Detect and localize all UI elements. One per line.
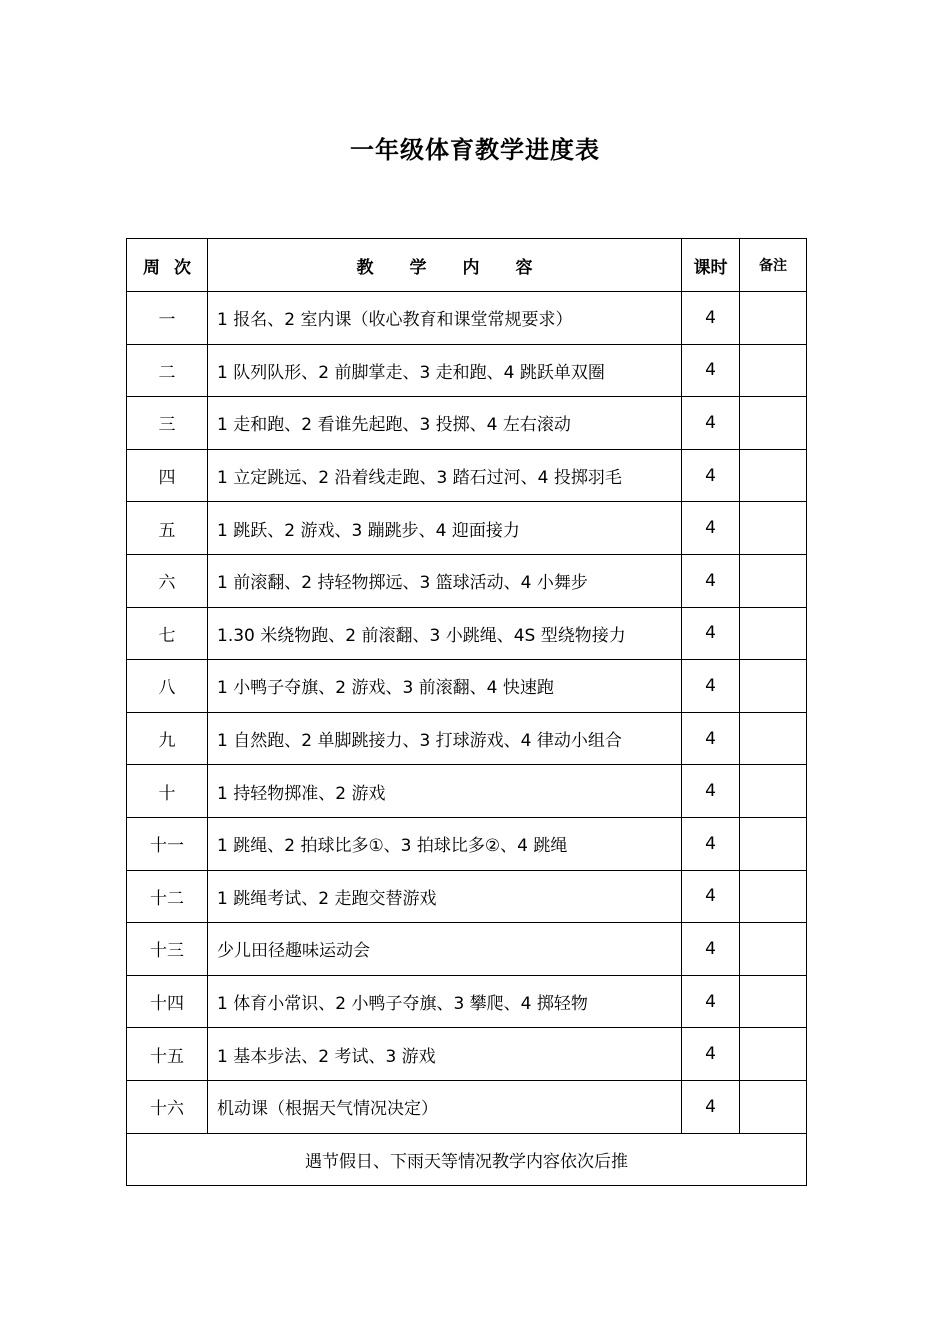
- content-cell: 1 跳绳、2 拍球比多①、3 拍球比多②、4 跳绳: [208, 817, 682, 870]
- content-cell: 1 前滚翻、2 持轻物掷远、3 篮球活动、4 小舞步: [208, 554, 682, 607]
- table-row: [127, 765, 807, 818]
- notes-cell: [740, 607, 807, 660]
- notes-cell: [740, 923, 807, 976]
- content-cell: 1 跳绳考试、2 走跑交替游戏: [208, 870, 682, 923]
- notes-cell: [740, 554, 807, 607]
- hours-cell: 4: [682, 660, 740, 713]
- hours-cell: 4: [682, 712, 740, 765]
- content-cell: 机动课（根据天气情况决定）: [208, 1080, 682, 1133]
- notes-cell: [740, 712, 807, 765]
- table-row: [127, 817, 807, 870]
- notes-cell: [740, 870, 807, 923]
- hours-cell: 4: [682, 344, 740, 397]
- content-cell: 1 立定跳远、2 沿着线走跑、3 踏石过河、4 投掷羽毛: [208, 449, 682, 502]
- content-cell: 少儿田径趣味运动会: [208, 923, 682, 976]
- table-body: [127, 239, 807, 1186]
- hours-cell: 4: [682, 1080, 740, 1133]
- table-row: [127, 870, 807, 923]
- week-cell: 一: [127, 292, 208, 345]
- notes-cell: [740, 449, 807, 502]
- header-week: 周次: [127, 239, 208, 292]
- notes-cell: [740, 975, 807, 1028]
- table-row: [127, 344, 807, 397]
- week-cell: 十五: [127, 1028, 208, 1081]
- table-row: [127, 449, 807, 502]
- week-cell: 九: [127, 712, 208, 765]
- week-cell: 八: [127, 660, 208, 713]
- table-row: [127, 397, 807, 450]
- table-row: [127, 1080, 807, 1133]
- table-row: [127, 292, 807, 345]
- hours-cell: 4: [682, 292, 740, 345]
- week-cell: 四: [127, 449, 208, 502]
- week-cell: 三: [127, 397, 208, 450]
- week-cell: 十四: [127, 975, 208, 1028]
- content-cell: 1 自然跑、2 单脚跳接力、3 打球游戏、4 律动小组合: [208, 712, 682, 765]
- table-row: [127, 712, 807, 765]
- week-cell: 五: [127, 502, 208, 555]
- hours-cell: 4: [682, 1028, 740, 1081]
- notes-cell: [740, 502, 807, 555]
- content-cell: 1 体育小常识、2 小鸭子夺旗、3 攀爬、4 掷轻物: [208, 975, 682, 1028]
- hours-cell: 4: [682, 397, 740, 450]
- hours-cell: 4: [682, 554, 740, 607]
- header-notes: 备注: [740, 239, 807, 292]
- notes-cell: [740, 292, 807, 345]
- schedule-table: [126, 238, 807, 1186]
- content-cell: 1 跳跃、2 游戏、3 蹦跳步、4 迎面接力: [208, 502, 682, 555]
- table-row: [127, 660, 807, 713]
- notes-cell: [740, 1028, 807, 1081]
- week-cell: 十三: [127, 923, 208, 976]
- table-row: [127, 975, 807, 1028]
- hours-cell: 4: [682, 870, 740, 923]
- notes-cell: [740, 397, 807, 450]
- week-cell: 十六: [127, 1080, 208, 1133]
- week-cell: 十: [127, 765, 208, 818]
- week-cell: 七: [127, 607, 208, 660]
- notes-cell: [740, 765, 807, 818]
- content-cell: 1.30 米绕物跑、2 前滚翻、3 小跳绳、4S 型绕物接力: [208, 607, 682, 660]
- week-cell: 十一: [127, 817, 208, 870]
- table-row: [127, 502, 807, 555]
- footnote-row: [127, 1133, 807, 1186]
- hours-cell: 4: [682, 607, 740, 660]
- table-row: [127, 1028, 807, 1081]
- hours-cell: 4: [682, 765, 740, 818]
- content-cell: 1 队列队形、2 前脚掌走、3 走和跑、4 跳跃单双圈: [208, 344, 682, 397]
- hours-cell: 4: [682, 817, 740, 870]
- hours-cell: 4: [682, 502, 740, 555]
- notes-cell: [740, 817, 807, 870]
- table-row: [127, 607, 807, 660]
- content-cell: 1 走和跑、2 看谁先起跑、3 投掷、4 左右滚动: [208, 397, 682, 450]
- week-cell: 十二: [127, 870, 208, 923]
- header-hours: 课时: [682, 239, 740, 292]
- content-cell: 1 基本步法、2 考试、3 游戏: [208, 1028, 682, 1081]
- hours-cell: 4: [682, 923, 740, 976]
- page-title: 一年级体育教学进度表: [350, 135, 600, 164]
- table-row: [127, 923, 807, 976]
- table-row: [127, 554, 807, 607]
- notes-cell: [740, 1080, 807, 1133]
- header-row: [127, 239, 807, 292]
- content-cell: 1 报名、2 室内课（收心教育和课堂常规要求）: [208, 292, 682, 345]
- footnote: 遇节假日、下雨天等情况教学内容依次后推: [127, 1133, 807, 1186]
- notes-cell: [740, 344, 807, 397]
- notes-cell: [740, 660, 807, 713]
- content-cell: 1 持轻物掷准、2 游戏: [208, 765, 682, 818]
- header-content: 教学内容: [208, 239, 682, 292]
- hours-cell: 4: [682, 449, 740, 502]
- week-cell: 六: [127, 554, 208, 607]
- hours-cell: 4: [682, 975, 740, 1028]
- week-cell: 二: [127, 344, 208, 397]
- content-cell: 1 小鸭子夺旗、2 游戏、3 前滚翻、4 快速跑: [208, 660, 682, 713]
